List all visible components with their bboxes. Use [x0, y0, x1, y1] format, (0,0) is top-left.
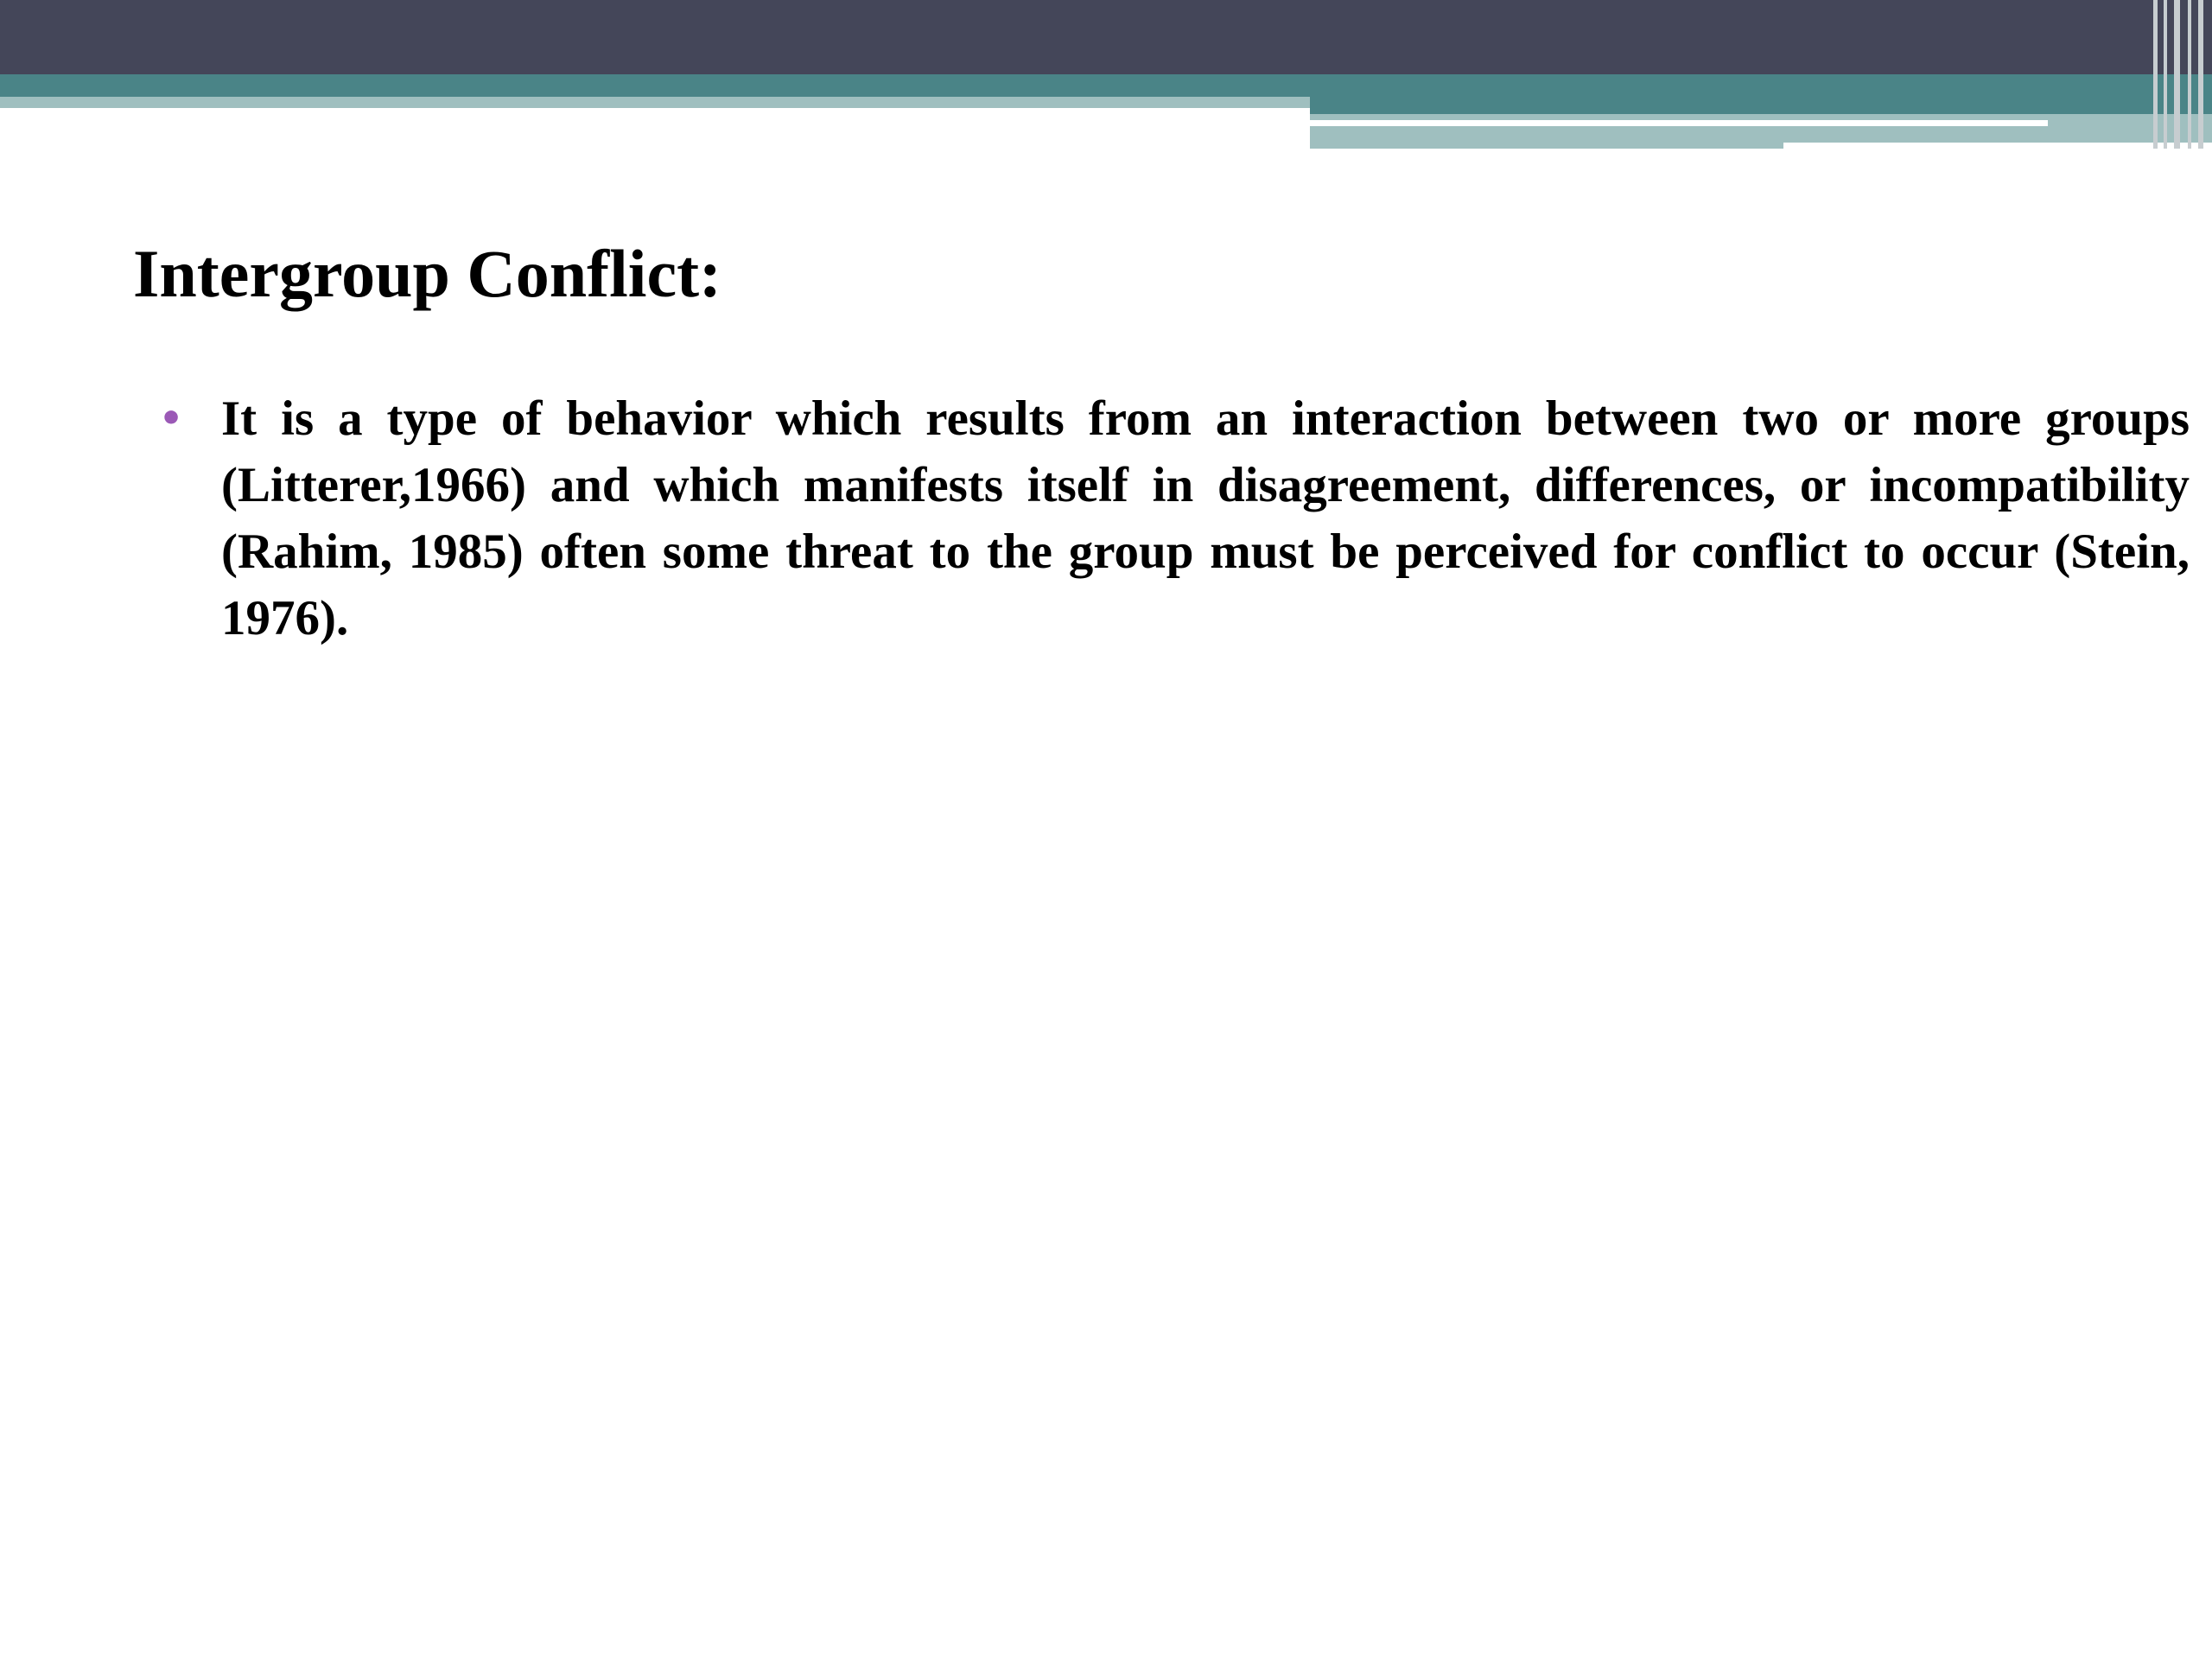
header-dark-band — [0, 0, 2212, 74]
slide-title: Intergroup Conflict: — [133, 236, 722, 311]
header-light-band — [0, 97, 1310, 108]
bullet-icon: • — [159, 397, 184, 441]
bullet-text: It is a type of behavior which results from an interaction between two or more groups (Litterer,1966) and which manifests itself in disagreement, differences, or incompatibility (Rahim, 1985) often some threat to the group must be perceived for conflict to occur (Stein, 1976). — [221, 391, 2190, 645]
header-teal-band — [0, 74, 2212, 97]
header-accent-notch — [1783, 143, 2212, 149]
bullet-list — [159, 385, 2190, 652]
bullet-item — [159, 385, 2190, 652]
header-right-teal-band — [1310, 97, 2212, 114]
header-accent-line — [1310, 120, 2048, 126]
header-stripes — [2150, 0, 2212, 149]
